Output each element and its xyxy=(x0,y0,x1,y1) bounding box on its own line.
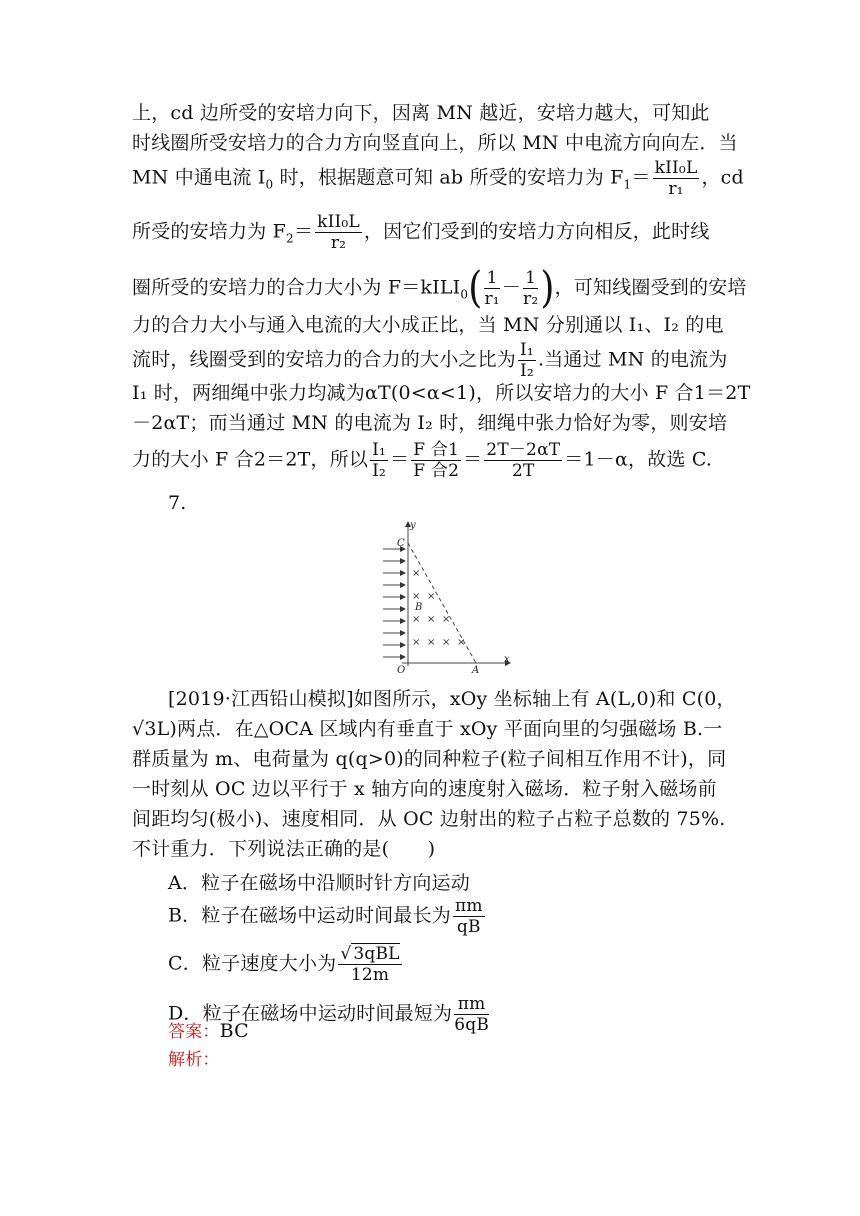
denominator: r₂ xyxy=(523,289,539,309)
text-seg: MN 中通电流 I xyxy=(132,166,266,189)
numerator: 2T－2αT xyxy=(486,440,561,460)
text-line-3: MN 中通电流 $I_0$ 时，根据题意可知 ab 所受的安培力为 $F_1=$ $\frac{\text{kII₀L}}{\text{r₁}}$ ，cd xyxy=(132,158,744,199)
text-line-8: I₁ 时，两细绳中张力均减为αT(0<α<1)，所以安培力的大小 F 合1＝2T xyxy=(132,382,751,404)
text-line-10 xyxy=(132,440,732,481)
numerator: F 合1 xyxy=(413,440,460,460)
svg-text:×: × xyxy=(412,568,421,579)
text-seg: ，因它们受到的安培力方向相反，此时线 xyxy=(363,220,710,243)
fraction xyxy=(411,440,461,481)
fraction xyxy=(518,340,536,381)
text-seg: 力的大小 F 合2＝2T，所以 xyxy=(132,448,369,471)
svg-text:×: × xyxy=(427,614,436,625)
denominator: 6qB xyxy=(454,1015,490,1035)
text-seg: ＝ xyxy=(293,220,314,243)
text-seg: 流时，线圈受到的安培力的合力的大小之比为 xyxy=(132,348,517,371)
answer-label: 答案： xyxy=(168,1022,220,1042)
denominator: F 合2 xyxy=(413,461,460,481)
origin-label: O xyxy=(397,665,406,676)
x-axis-label: x xyxy=(504,654,510,665)
point-b-label: B xyxy=(415,602,423,613)
numerator: 1 xyxy=(523,268,538,289)
numerator: πm xyxy=(454,896,483,916)
svg-text:×: × xyxy=(457,637,466,648)
denominator: r₁ xyxy=(668,179,684,199)
answer-row xyxy=(168,1016,768,1047)
question-line-4: 一时刻从 OC 边以平行于 x 轴方向的速度射入磁场．粒子射入磁场前 xyxy=(132,778,717,800)
svg-text:×: × xyxy=(412,591,421,602)
fraction xyxy=(484,440,562,481)
question-line-6: 不计重力．下列说法正确的是( ) xyxy=(132,838,436,860)
denominator: 2T xyxy=(512,461,535,481)
radicand: 3qBL xyxy=(353,944,400,964)
text-line-4: 所受的安培力为 $F_2=$ $\frac{\text{kII₀L}}{\text{r₂}}$ ，因它们受到的安培力方向相反，此时线 xyxy=(132,212,710,253)
numerator: kII₀L xyxy=(317,212,360,232)
fraction xyxy=(484,268,499,309)
text-seg: 时，根据题意可知 ab 所受的安培力为 F xyxy=(273,166,624,189)
text-seg: ，可知线圈受到的安培 xyxy=(554,276,747,299)
question-line-3: 群质量为 m、电荷量为 q(q>0)的同种粒子(粒子间相互作用不计)，同 xyxy=(132,748,727,770)
sqrt-icon: √ xyxy=(132,718,145,740)
question-line-2 xyxy=(132,714,732,744)
fraction xyxy=(338,944,401,985)
denominator: r₁ xyxy=(484,289,500,309)
denominator: qB xyxy=(456,917,481,937)
fraction xyxy=(653,158,700,199)
text-line-1: 上，cd 边所受的安培力向下，因离 MN 越近，安培力越大，可知此 xyxy=(132,102,710,124)
option-b xyxy=(168,896,768,937)
answer-value: BC xyxy=(219,1020,249,1042)
fraction xyxy=(453,896,485,937)
text-seg: B．粒子在磁场中运动时间最长为 xyxy=(168,904,451,927)
text-seg: D．粒子在磁场中运动时间最短为 xyxy=(168,1002,453,1025)
denominator: r₂ xyxy=(330,233,347,253)
option-c xyxy=(168,944,768,985)
fraction xyxy=(523,268,538,309)
fraction xyxy=(315,212,362,253)
text-line-2: 时线圈所受安培力的合力方向竖直向上，所以 MN 中电流方向向左．当 xyxy=(132,132,738,154)
y-axis-label: y xyxy=(410,520,416,531)
numerator: I₁ xyxy=(372,440,387,460)
svg-text:×: × xyxy=(442,637,451,648)
text-seg: 圈所受的安培力的合力大小为 F＝kILI xyxy=(132,276,461,299)
text-seg: 3L)两点．在△OCA 区域内有垂直于 xOy 平面向里的匀强磁场 B.一 xyxy=(144,718,723,740)
fraction xyxy=(370,440,388,481)
numerator: I₁ xyxy=(520,340,534,360)
question-number: 7. xyxy=(168,492,187,514)
denominator: I₂ xyxy=(520,361,534,381)
point-c-label: C xyxy=(397,538,405,549)
text-line-9: －2αT；而当通过 MN 的电流为 I₂ 时，细绳中张力恰好为零，则安培 xyxy=(132,412,728,434)
magnetic-field-figure xyxy=(380,516,520,676)
numerator: kII₀L xyxy=(654,158,698,178)
text-seg: ＝ xyxy=(631,166,651,189)
left-paren: ( xyxy=(468,263,483,313)
denominator: I₂ xyxy=(372,461,387,481)
question-line-1: [2019·江西铅山模拟]如图所示，xOy 坐标轴上有 A(L,0)和 C(0， xyxy=(168,688,736,710)
svg-text:×: × xyxy=(412,637,421,648)
text-line-7 xyxy=(132,340,732,381)
svg-text:×: × xyxy=(427,591,436,602)
option-a: A．粒子在磁场中沿顺时针方向运动 xyxy=(168,872,470,894)
text-line-6: 力的合力大小与通入电流的大小成正比，当 MN 分别通以 I₁、I₂ 的电 xyxy=(132,314,724,336)
incoming-particle-arrows xyxy=(383,549,405,657)
analysis-label: 解析： xyxy=(168,1050,220,1070)
text-line-5: 圈所受的安培力的合力大小为 F＝kILI$_0$( $\frac{1}{\text{r₁}}$ － $\frac{1}{\text{r₂}}$ )，可知线圈受到的安培 xyxy=(132,263,747,313)
svg-text:×: × xyxy=(442,614,451,625)
denominator: 12m xyxy=(350,965,390,985)
svg-text:×: × xyxy=(412,614,421,625)
text-seg: ＝1－α，故选 C. xyxy=(564,448,713,471)
point-a-label: A xyxy=(472,665,480,676)
numerator: πm xyxy=(454,994,489,1015)
svg-text:×: × xyxy=(427,637,436,648)
text-seg: ，cd xyxy=(701,166,744,189)
numerator: 1 xyxy=(484,268,499,289)
right-paren: ) xyxy=(540,263,555,313)
text-seg: ＝ xyxy=(463,448,483,471)
sqrt-icon: √ xyxy=(340,944,352,964)
text-seg: C．粒子速度大小为 xyxy=(168,952,337,975)
text-seg: ＝ xyxy=(390,448,410,471)
analysis-row xyxy=(168,1044,768,1075)
text-seg: .当通过 MN 的电流为 xyxy=(537,348,728,371)
text-seg: 所受的安培力为 F xyxy=(132,220,287,243)
numerator xyxy=(338,944,401,965)
question-line-5: 间距均匀(极小)、速度相同．从 OC 边射出的粒子占粒子总数的 75%. xyxy=(132,808,726,830)
